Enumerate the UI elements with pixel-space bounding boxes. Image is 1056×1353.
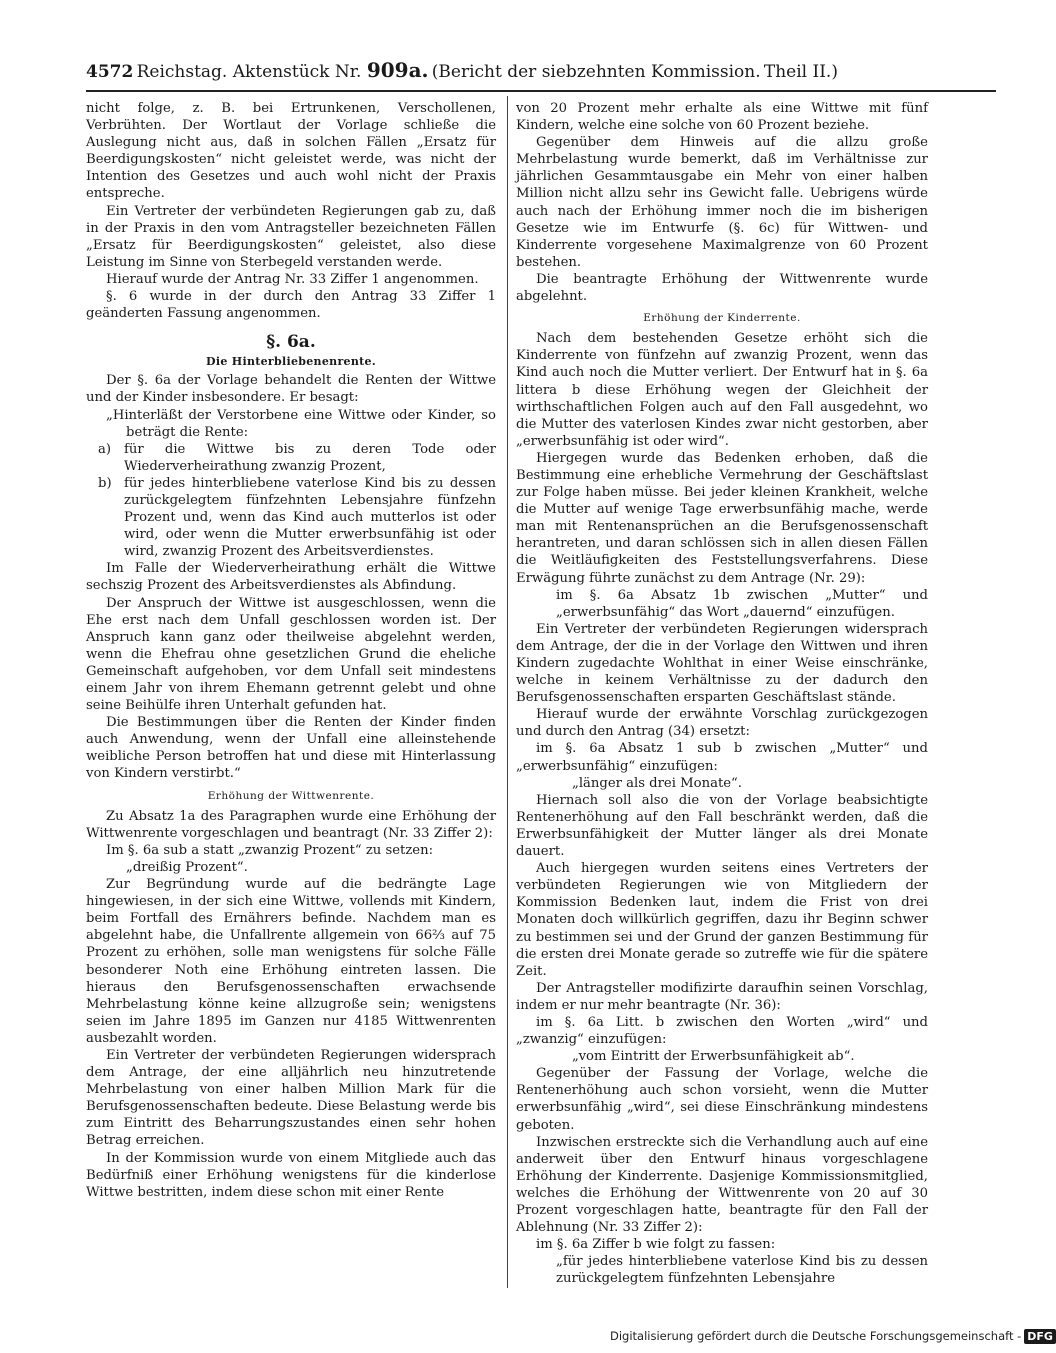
item-text: für die Wittwe bis zu deren Tode oder Wiederverheirathung zwanzig Prozent, (124, 441, 496, 474)
motion-quote: „vom Eintritt der Erwerbsunfähigkeit ab“. (572, 1049, 855, 1065)
paragraph: Inzwischen erstreckte sich die Verhandlung auch auf eine anderweit über den Entwurf hinaus vorgeschlagene Erhöhung der Kinderrente. Dasjenige Kommissionsmitglied, welches die Erhöhung der Wittwenrente von 20 auf 30 Prozent vorgeschlagen hatte, beantragte für den Fall der Ablehnung (Nr. 33 Ziffer 2): (516, 1134, 928, 1236)
digitization-footer (610, 1326, 1053, 1346)
header-text-b: (Bericht der siebzehnten Kommission. (431, 62, 761, 82)
subheading: Erhöhung der Kinderrente. (643, 312, 801, 325)
paragraph: Hierauf wurde der Antrag Nr. 33 Ziffer 1 angenommen. (106, 271, 479, 287)
motion-quote: „für jedes hinterbliebene vaterlose Kind bis zu dessen zurückgelegtem fünfzehnten Lebensjahre (556, 1254, 928, 1287)
paragraph: Ein Vertreter der verbündeten Regierungen widersprach dem Antrage, der die in der Vorlage den Wittwen und ihren Kindern zugedachte Wohlthat in einer Weise einschränke, welche in keinem Verhältnisse zu der dadurch den Berufsgenossenschaften ersparten Geschäftslast stände. (516, 621, 928, 706)
item-text: für jedes hinterbliebene vaterlose Kind bis zu dessen zurückgelegtem fünfzehnten Lebensjahre fünfzehn Prozent und, wenn das Kind auch mutterlos ist oder wird, oder wenn die Mutter erwerbsunfähig ist oder wird, zwanzig Prozent des Arbeitsverdienstes. (124, 475, 496, 560)
quote-paragraph: Im Falle der Wiederverheirathung erhält die Wittwe sechszig Prozent des Arbeitsverdienstes als Abfindung. (86, 561, 496, 594)
document-number: 909a. (366, 58, 429, 82)
paragraph: Der §. 6a der Vorlage behandelt die Renten der Wittwe und der Kinder insbesondere. Er besagt: (86, 373, 496, 406)
paragraph: Die beantragte Erhöhung der Wittwenrente wurde abgelehnt. (516, 271, 928, 305)
item-label: a) (98, 441, 112, 457)
quote-item-b (86, 475, 496, 560)
motion-quote: „länger als drei Monate“. (572, 775, 742, 791)
paragraph: Gegenüber dem Hinweis auf die allzu große Mehrbelastung wurde bemerkt, daß im Verhältnisse zur jährlichen Gesammtausgabe ein Mehr von einer halben Million nicht allzu sehr ins Gewicht falle. Uebrigens würde auch nach der Erhöhung immer noch die im bisherigen Gesetze wie im Entwurfe (§. 6c) für Wittwen- und Kinderrente vorgesehene Maximalgrenze von 60 Prozent bestehen. (516, 135, 928, 270)
quote-paragraph: Die Bestimmungen über die Renten der Kinder finden auch Anwendung, wenn der Unfall eine alleinstehende weibliche Person betroffen hat und diese mit Hinterlassung von Kindern verstirbt.“ (86, 715, 496, 782)
paragraph: von 20 Prozent mehr erhalte als eine Wittwe mit fünf Kindern, welche eine solche von 60 Prozent beziehe. (516, 101, 928, 134)
quote-item-a (86, 441, 496, 475)
left-column (86, 100, 496, 1295)
paragraph: Auch hiergegen wurden seitens eines Vertreters der verbündeten Regierungen wie von Mitgliedern der Kommission Bedenken laut, indem die Frist von drei Monaten doch willkürlich gegriffen, dazu ihr Beginn schwer zu bestimmen sei und der Grund der ganzen Bestimmung für die ersten drei Monate gerade so zutreffe wie für die spätere Zeit. (516, 861, 928, 979)
paragraph: In der Kommission wurde von einem Mitgliede auch das Bedürfniß einer Erhöhung wenigstens für die kinderlose Wittwe bestritten, indem diese schon mit einer Rente (86, 1150, 496, 1200)
paragraph: Hiernach soll also die von der Vorlage beabsichtigte Rentenerhöhung auf den Fall beschränkt werden, daß die Erwerbsunfähigkeit der Mutter länger als drei Monate dauert. (516, 792, 928, 860)
page-number: 4572 (86, 62, 134, 82)
paragraph: Zur Begründung wurde auf die bedrängte Lage hingewiesen, in der sich eine Wittwe, vollends mit Kindern, beim Fortfall des Ernährers befinde. Nachdem man es abgelehnt habe, die Unfallrente allgemein von 66⅔ auf 75 Prozent zu erhöhen, solle man wenigstens für solche Fälle besonderer Noth eine Erhöhung eintreten lassen. Die hieraus den Berufsgenossenschaften erwachsende Mehrbelastung könne keine allzugroße sein; wenigstens seien im Jahre 1895 im Ganzen nur 4185 Wittwenrenten ausbezahlt worden. (86, 877, 496, 1046)
header-title (137, 58, 429, 82)
header-rule (86, 90, 996, 92)
motion-text: im §. 6a Absatz 1b zwischen „Mutter“ und „erwerbsunfähig“ das Wort „dauernd“ einzufügen. (556, 587, 928, 620)
paragraph: Ein Vertreter der verbündeten Regierungen gab zu, daß in der Praxis in den vom Antragsteller bezeichneten Fällen „Ersatz für Beerdigungskosten“ geleistet, also diese Leistung im Sinne von Sterbegeld verstanden werde. (86, 203, 496, 270)
paragraph: nicht folge, z. B. bei Ertrunkenen, Verschollenen, Verbrühten. Der Wortlaut der Vorlage schließe die Auslegung nicht aus, daß in solchen Fällen „Ersatz für Beerdigungskosten“ nicht geleistet werde, was nicht der Intention des Gesetzes und auch wohl nicht der Praxis entspreche. (86, 101, 496, 202)
running-header (86, 58, 838, 88)
section-subtitle: Die Hinterbliebenenrente. (206, 355, 376, 369)
motion-quote: „dreißig Prozent“. (126, 859, 248, 875)
paragraph: Gegenüber der Fassung der Vorlage, welche die Rentenerhöhung auch schon vorsieht, wenn die Mutter erwerbsunfähig „wird“, sei diese Einschränkung mindestens geboten. (516, 1066, 928, 1133)
paragraph: Nach dem bestehenden Gesetze erhöht sich die Kinderrente von fünfzehn auf zwanzig Prozent, wenn das Kind auch noch die Mutter verliert. Der Entwurf hat in §. 6a littera b diese Erhöhung wegen der Gleichheit der wirthschaftlichen Folgen auch auf den Fall ausgedehnt, wo die Mutter des vaterlosen Kindes zwar nicht gestorben, aber „erwerbsunfähig ist oder wird“. (516, 331, 928, 449)
header-part: Theil II.) (763, 62, 838, 82)
right-column (516, 100, 928, 1295)
item-label: b) (98, 475, 112, 491)
column-divider (507, 96, 508, 1288)
paragraph: Zu Absatz 1a des Paragraphen wurde eine Erhöhung der Wittwenrente vorgeschlagen und beantragt (Nr. 33 Ziffer 2): (86, 808, 496, 841)
paragraph: Ein Vertreter der verbündeten Regierungen widersprach dem Antrage, der eine alljährlich neu hinzutretende Mehrbelastung von einer halben Million Mark für die Berufsgenossenschaften bedeute. Diese Belastung werde bis zum Eintritt des Beharrungszustandes einen sehr hohen Betrag erreichen. (86, 1047, 496, 1149)
motion-text: im §. 6a Ziffer b wie folgt zu fassen: (536, 1237, 776, 1253)
quote-paragraph: „Hinterläßt der Verstorbene eine Wittwe oder Kinder, so beträgt die Rente: (106, 407, 496, 440)
paragraph: Der Antragsteller modifizirte daraufhin seinen Vorschlag, indem er nur mehr beantragte (Nr. 36): (516, 980, 928, 1013)
subheading: Erhöhung der Wittwenrente. (207, 789, 375, 802)
quote-paragraph: Der Anspruch der Wittwe ist ausgeschlossen, wenn die Ehe erst nach dem Unfall geschlossen worden ist. Der Anspruch kann ganz oder theilweise abgelehnt werden, wenn die Ehefrau ohne gesetzlichen Grund die eheliche Gemeinschaft aufgehoben, vor dem Unfall seit mindestens einem Jahr von ihrem Ehemann getrennt gelebt und ohne seine Beihülfe ihren Unterhalt gefunden hat. (86, 595, 496, 714)
header-text-a: Reichstag. Aktenstück Nr. (136, 62, 362, 82)
paragraph: Hierauf wurde der erwähnte Vorschlag zurückgezogen und durch den Antrag (34) ersetzt: (516, 707, 928, 740)
section-title: §. 6a. (266, 332, 316, 353)
motion-text: Im §. 6a sub a statt „zwanzig Prozent“ zu setzen: (106, 842, 434, 858)
footer-text: Digitalisierung gefördert durch die Deutsche Forschungsgemeinschaft - (610, 1329, 1022, 1343)
dfg-logo: DFG (1024, 1329, 1056, 1344)
paragraph: §. 6 wurde in der durch den Antrag 33 Ziffer 1 geänderten Fassung angenommen. (86, 289, 496, 322)
motion-text: im §. 6a Absatz 1 sub b zwischen „Mutter“ und „erwerbsunfähig“ einzufügen: (516, 741, 928, 774)
motion-text: im §. 6a Litt. b zwischen den Worten „wird“ und „zwanzig“ einzufügen: (516, 1014, 928, 1048)
paragraph: Hiergegen wurde das Bedenken erhoben, daß die Bestimmung eine erhebliche Vermehrung der Geschäftslast zur Folge haben müsse. Bei jeder kleinen Krankheit, welche die Mutter auf wenige Tage erwerbsunfähig mache, werde man mit Rentenansprüchen an die Berufsgenossenschaft herantreten, und daran schlössen sich in allen diesen Fällen die Weitläufigkeiten des Feststellungsverfahrens. Diese Erwägung führte zunächst zu dem Antrage (Nr. 29): (516, 450, 928, 586)
